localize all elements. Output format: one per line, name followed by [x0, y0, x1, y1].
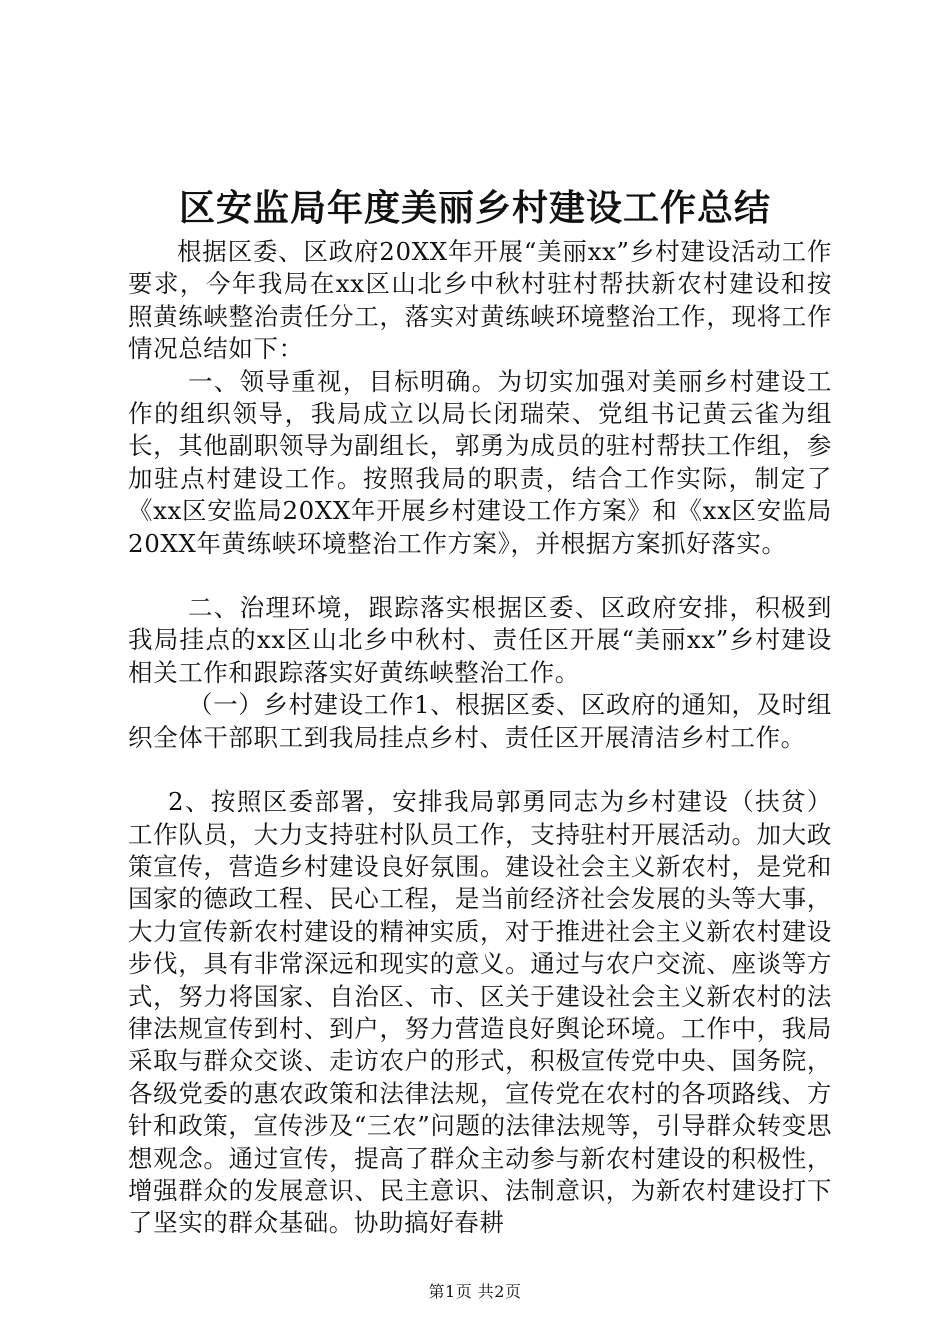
paragraph-intro: 根据区委、区政府20XX年开展“美丽xx”乡村建设活动工作要求，今年我局在xx区山北乡中秋村驻村帮扶新农村建设和按照黄练峡整治责任分工，落实对黄练峡环境整治工作，现将工作情况总结如下：	[128, 237, 832, 364]
paragraph-spacer	[128, 560, 832, 592]
document-title: 区安监局年度美丽乡村建设工作总结	[178, 187, 771, 229]
paragraph-subsection-1: （一）乡村建设工作1、根据区委、区政府的通知，及时组织全体干部职工到我局挂点乡村、责任区开展清洁乡村工作。	[128, 690, 832, 752]
document-body	[128, 236, 832, 1240]
paragraph-item-2: 2、按照区委部署，安排我局郭勇同志为乡村建设（扶贫）工作队员，大力支持驻村队员工作，支持驻村开展活动。加大政策宣传，营造乡村建设良好氛围。建设社会主义新农村，是党和国家的德政工程、民心工程，是当前经济社会发展的头等大事，大力宣传新农村建设的精神实质，对于推进社会主义新农村建设步伐，具有非常深远和现实的意义。通过与农户交流、座谈等方式，努力将国家、自治区、市、区关于建设社会主义新农村的法律法规宣传到村、到户，努力营造良好舆论环境。工作中，我局采取与群众交谈、走访农户的形式，积极宣传党中央、国务院，各级党委的惠农政策和法律法规，宣传党在农村的各项路线、方针和政策，宣传涉及“三农”问题的法律法规等，引导群众转变思想观念。通过宣传，提高了群众主动参与新农村建设的积极性，增强群众的发展意识、民主意识、法制意识，为新农村建设打下了坚实的群众基础。协助搞好春耕	[128, 787, 832, 1238]
paragraph-section-2: 二、治理环境，跟踪落实根据区委、区政府安排，积极到我局挂点的xx区山北乡中秋村、责任区开展“美丽xx”乡村建设相关工作和跟踪落实好黄练峡整治工作。	[128, 593, 832, 687]
paragraph-spacer	[128, 754, 832, 786]
paragraph-section-1: 一、领导重视，目标明确。为切实加强对美丽乡村建设工作的组织领导，我局成立以局长闭瑞荣、党组书记黄云雀为组长，其他副职领导为副组长，郭勇为成员的驻村帮扶工作组，参加驻点村建设工作。按照我局的职责，结合工作实际，制定了《xx区安监局20XX年开展乡村建设工作方案》和《xx区安监局20XX年黄练峡环境整治工作方案》，并根据方案抓好落实。	[128, 366, 832, 558]
page-number-footer: 第1页 共2页	[428, 1282, 522, 1301]
